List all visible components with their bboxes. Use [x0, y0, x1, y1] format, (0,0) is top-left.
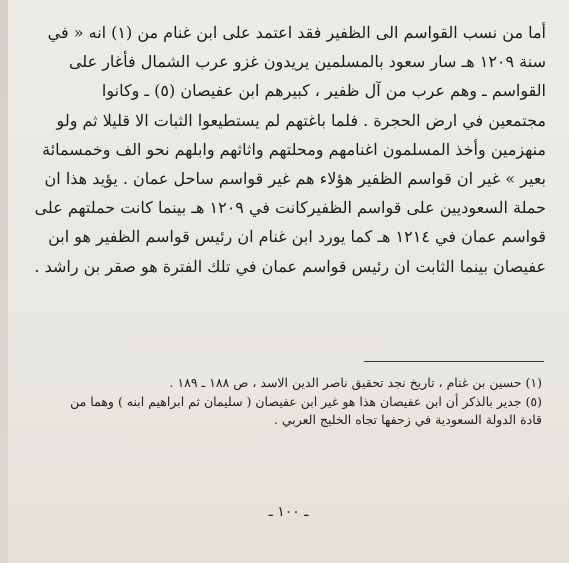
- text-line: عفيصان بينما الثابت ان رئيس قواسم عمان في تلك الفترة هو صقر بن راشد .: [34, 256, 546, 276]
- text-line: قواسم عمان في ١٢١٤ هـ كما يورد ابن غنام ان رئيس قواسم الظفير هو ابن: [48, 227, 546, 247]
- footnotes: [32, 374, 542, 430]
- text-line: القواسم ـ وهم عرب من آل ظفير ، كبيرهم ابن عفيصان (٥) ـ وكانوا: [101, 81, 546, 101]
- footnote-5: (٥) جدير بالذكر أن ابن عفيصان هذا هو غير ابن عفيصان ( سليمان ثم ابراهيم ابنه ) وهما من: [70, 393, 542, 409]
- text-line: بعير » غير ان قواسم الظفير هؤلاء هم غير قواسم ساحل عمان . يؤيد هذا ان: [44, 169, 546, 189]
- text-line: منهزمين وأخذ المسلمون اغنامهم ومحلتهم واثاثهم وابلهم نحو الف وخمسمائة: [42, 139, 546, 159]
- footnote-5-continued: قادة الدولة السعودية في زحفها تجاه الخليج العربي .: [273, 412, 542, 427]
- page-sheet: [8, 0, 569, 563]
- text-line: حملة السعوديين على قواسم الظفيركانت في ١٢٠٩ هـ بينما كانت حملتهم على: [34, 198, 546, 218]
- main-text: [22, 18, 546, 281]
- page-number: ـ ١٠٠ ـ: [268, 504, 309, 520]
- text-line: سنة ١٢٠٩ هـ سار سعود بالمسلمين يريدون غزو عرب الشمال فأغار على: [68, 52, 546, 72]
- footnote-1: (١) حسين بن غنام ، تاريخ نجد تحقيق ناصر الدين الاسد ، ص ١٨٨ ـ ١٨٩ .: [169, 375, 542, 390]
- text-line: مجتمعين في ارض الحجرة . فلما باغتهم لم يستطيعوا الثبات الا قليلا ثم ولو: [56, 110, 546, 130]
- text-line: أما من نسب القواسم الى الظفير فقد اعتمد على ابن غنام من (١) انه « في: [47, 23, 546, 42]
- footnote-separator: [364, 361, 544, 362]
